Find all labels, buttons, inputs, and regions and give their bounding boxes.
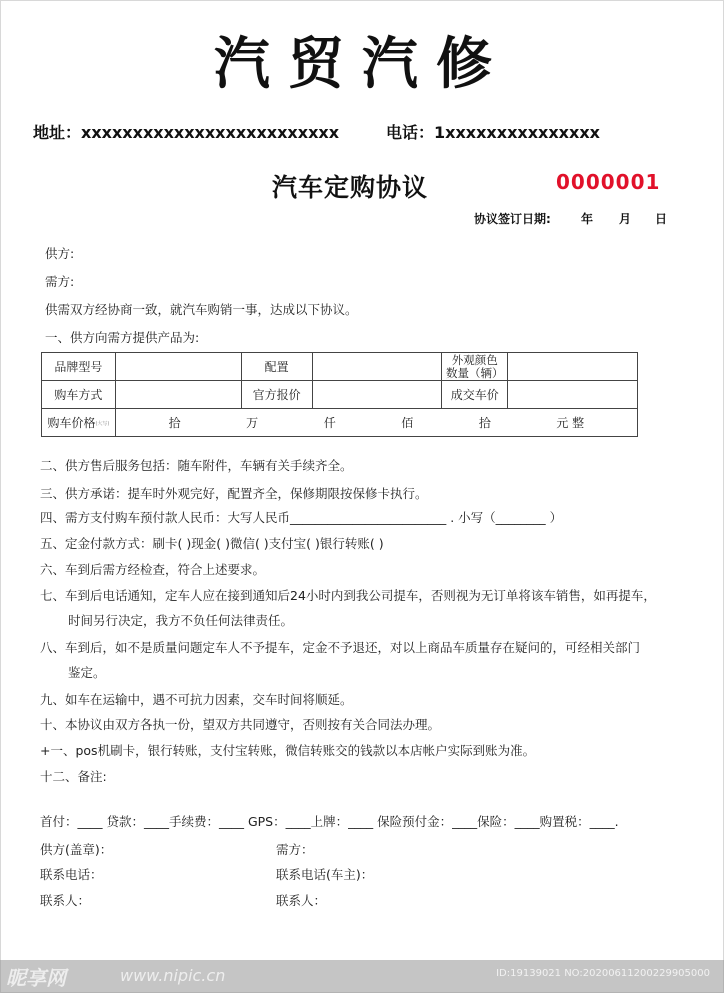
- clause-9: 九、如车在运输中，遇不可抗力因素，交车时间将顺延。: [40, 692, 353, 707]
- color-label: 外观颜色: [451, 352, 498, 367]
- fees-line: 首付：____ 贷款：____手续费：____ GPS：____上牌：____ 保险预付金：____保险：____购置税：____.: [40, 814, 619, 829]
- doc-title: 汽车定购协议: [272, 173, 429, 202]
- owner-phone-label: 联系电话(车主)：: [276, 867, 374, 882]
- price-unit: 元 整: [556, 416, 585, 430]
- qty-label: 数量（辆）: [445, 365, 504, 380]
- config-label: 配置: [241, 353, 312, 381]
- official-price-label: 官方报价: [241, 381, 312, 409]
- official-price-value: [312, 381, 442, 409]
- sign-date-year: 年: [581, 212, 594, 226]
- clause-3: 三、供方承诺：提车时外观完好，配置齐全，保修期限按保修卡执行。: [40, 486, 428, 501]
- clause-2: 二、供方售后服务包括：随车附件，车辆有关手续齐全。: [40, 458, 353, 473]
- sign-date-month: 月: [619, 212, 632, 226]
- seller-label: 供方:: [45, 246, 75, 261]
- color-qty-value: [508, 353, 638, 381]
- clause-8-line-2: 鉴定。: [68, 665, 106, 680]
- clause-8-line-1: 八、车到后，如不是质量问题定车人不予提车，定金不予退还，对以上商品车质量存在疑问的，可经相关部门: [40, 640, 641, 655]
- deal-price-value: [508, 381, 638, 409]
- color-qty-label: [442, 353, 508, 381]
- car-price-amount: [115, 409, 637, 437]
- clause-6: 六、车到后需方经检查，符合上述要求。: [40, 562, 266, 577]
- phone-value: 1xxxxxxxxxxxxxxx: [434, 123, 600, 142]
- buyer-sign-label: 需方：: [276, 842, 314, 857]
- table-row: [42, 409, 638, 437]
- table-row: [42, 381, 638, 409]
- sign-date-label: 协议签订日期:: [474, 212, 551, 226]
- price-unit: 万: [246, 416, 259, 430]
- contact-person-label: 联系人：: [40, 893, 91, 908]
- clause-5: 五、定金付款方式：刷卡( )现金( )微信( )支付宝( )银行转账( ): [40, 536, 384, 551]
- contact-person-2-label: 联系人：: [276, 893, 327, 908]
- sign-date-day: 日: [655, 212, 668, 226]
- price-unit: 拾: [478, 416, 491, 430]
- table-row: [42, 353, 638, 381]
- clause-7-line-2: 时间另行决定，我方不负任何法律责任。: [68, 613, 294, 628]
- product-spec-table: [41, 352, 638, 437]
- section-1-heading: 一、供方向需方提供产品为:: [45, 330, 200, 345]
- address-value: xxxxxxxxxxxxxxxxxxxxxxxxx: [81, 123, 340, 142]
- phone-line: [386, 120, 600, 143]
- purchase-method-value: [115, 381, 241, 409]
- clause-4: 四、需方支付购车预付款人民币：大写人民币_________________________ . 小写（________ ）: [40, 510, 563, 525]
- watermark-url: www.nipic.cn: [120, 966, 226, 985]
- car-price-label: [42, 409, 116, 437]
- brand-model-value: [115, 353, 241, 381]
- price-unit: 仟: [323, 416, 336, 430]
- intro-text: 供需双方经协商一致，就汽车购销一事，达成以下协议。: [45, 302, 358, 317]
- car-price-text: 购车价格: [47, 416, 96, 430]
- price-unit: 佰: [401, 416, 414, 430]
- serial-number: 0000001: [556, 170, 661, 194]
- contact-phone-label: 联系电话：: [40, 867, 103, 882]
- deal-price-label: 成交车价: [442, 381, 508, 409]
- watermark-logo: 昵享网: [6, 966, 66, 990]
- config-value: [312, 353, 442, 381]
- clause-12-remarks: 十二、备注:: [40, 769, 107, 784]
- watermark-id: ID:19139021 NO:20200611200229905000: [496, 968, 710, 979]
- address-label: 地址：: [33, 123, 82, 142]
- address-line: [33, 120, 339, 143]
- brand-model-label: 品牌型号: [42, 353, 116, 381]
- buyer-label: 需方:: [45, 274, 75, 289]
- seller-seal-label: 供方(盖章)：: [40, 842, 113, 857]
- phone-label: 电话：: [386, 123, 435, 142]
- price-unit: 拾: [168, 416, 181, 430]
- price-units: [116, 414, 637, 431]
- purchase-method-label: 购车方式: [42, 381, 116, 409]
- car-price-note: (大写): [95, 421, 110, 427]
- clause-10: 十、本协议由双方各执一份，望双方共同遵守，否则按有关合同法办理。: [40, 717, 441, 732]
- clause-11: +一、pos机刷卡，银行转账，支付宝转账，微信转账交的钱款以本店帐户实际到账为准。: [40, 743, 536, 758]
- company-title: 汽贸汽修: [214, 32, 510, 97]
- clause-7-line-1: 七、车到后电话通知，定车人应在接到通知后24小时内到我公司提车，否则视为无订单将该车销售，如再提车，: [40, 588, 656, 603]
